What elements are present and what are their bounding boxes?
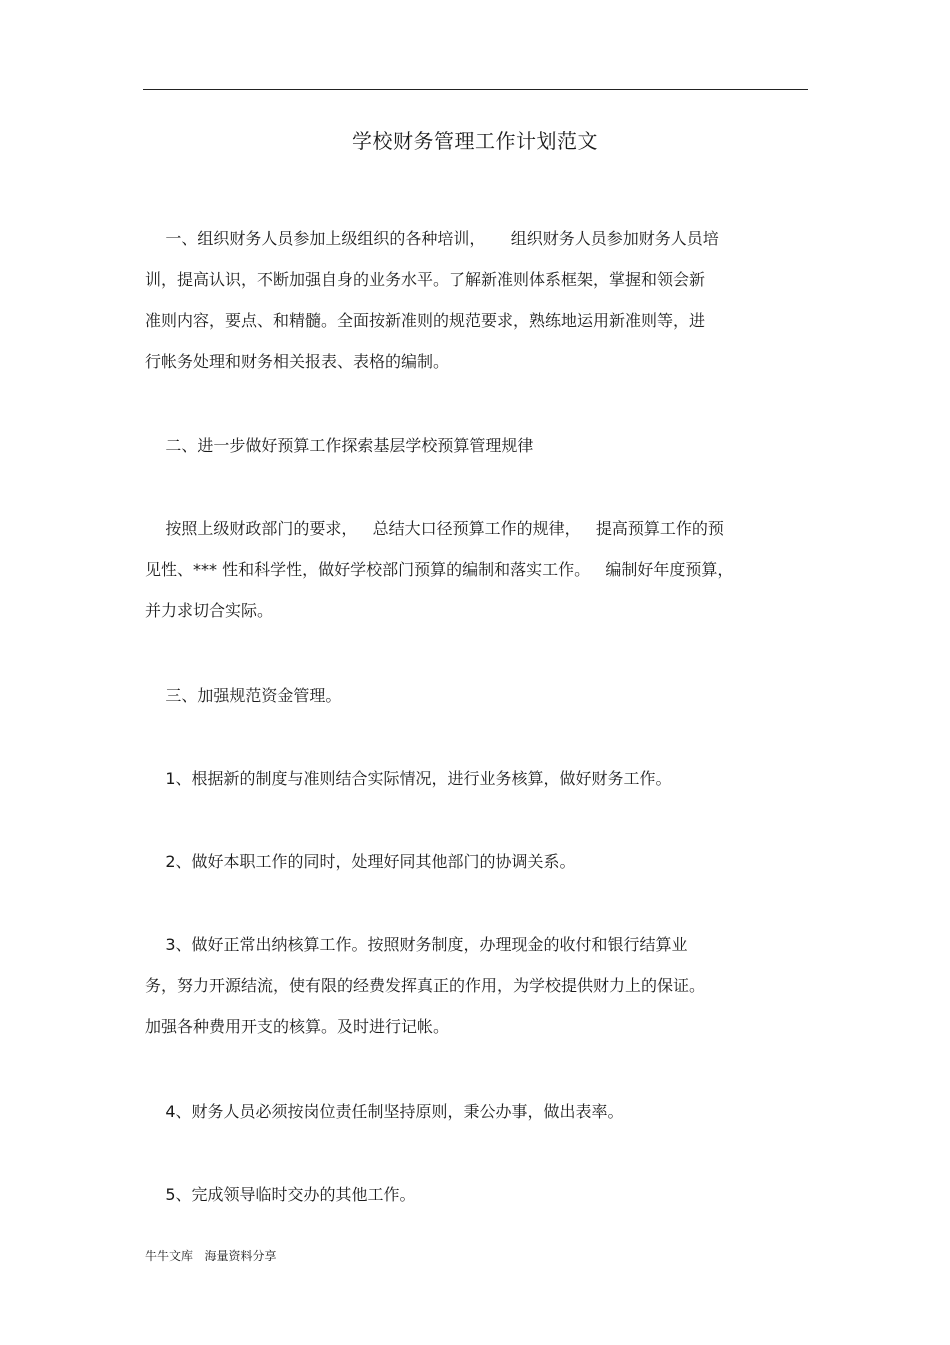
section-3-heading [145,675,805,716]
text-line: 见性、*** 性和科学性，做好学校部门预算的编制和落实工作。 编制好年度预算， [145,560,734,579]
text-line: 并力求切合实际。 [145,601,274,620]
text-line: 1、根据新的制度与准则结合实际情况，进行业务核算，做好财务工作。 [145,769,672,788]
list-item-2 [145,841,805,882]
document-title: 学校财务管理工作计划范文 [352,129,598,153]
list-item-1 [145,758,805,799]
list-item-5 [145,1174,805,1215]
section-2-heading [145,425,805,466]
list-item-3 [145,924,805,1047]
text-line: 二、进一步做好预算工作探索基层学校预算管理规律 [145,436,534,455]
text-line: 2、做好本职工作的同时，处理好同其他部门的协调关系。 [145,852,576,871]
text-line: 一、组织财务人员参加上级组织的各种培训， 组织财务人员参加财务人员培 [145,229,719,248]
text-line: 训，提高认识，不断加强自身的业务水平。了解新准则体系框架，掌握和领会新 [145,270,706,289]
footer-text: 牛牛文库 海量资料分享 [145,1249,277,1263]
text-line: 加强各种费用开支的核算。及时进行记帐。 [145,1017,450,1036]
text-line: 3、做好正常出纳核算工作。按照财务制度，办理现金的收付和银行结算业 [145,935,688,954]
text-line: 准则内容，要点、和精髓。全面按新准则的规范要求，熟练地运用新准则等，进 [145,311,706,330]
text-line: 5、完成领导临时交办的其他工作。 [145,1185,416,1204]
header-rule [143,89,808,90]
text-line: 三、加强规范资金管理。 [145,686,342,705]
text-line: 务，努力开源结流，使有限的经费发挥真正的作用，为学校提供财力上的保证。 [145,976,706,995]
section-1-paragraph [145,218,805,382]
text-line: 行帐务处理和财务相关报表、表格的编制。 [145,352,450,371]
section-2-paragraph [145,508,805,631]
list-item-4 [145,1091,805,1132]
text-line: 按照上级财政部门的要求， 总结大口径预算工作的规律， 提高预算工作的预 [145,519,724,538]
text-line: 4、财务人员必须按岗位责任制坚持原则，秉公办事，做出表率。 [145,1102,624,1121]
